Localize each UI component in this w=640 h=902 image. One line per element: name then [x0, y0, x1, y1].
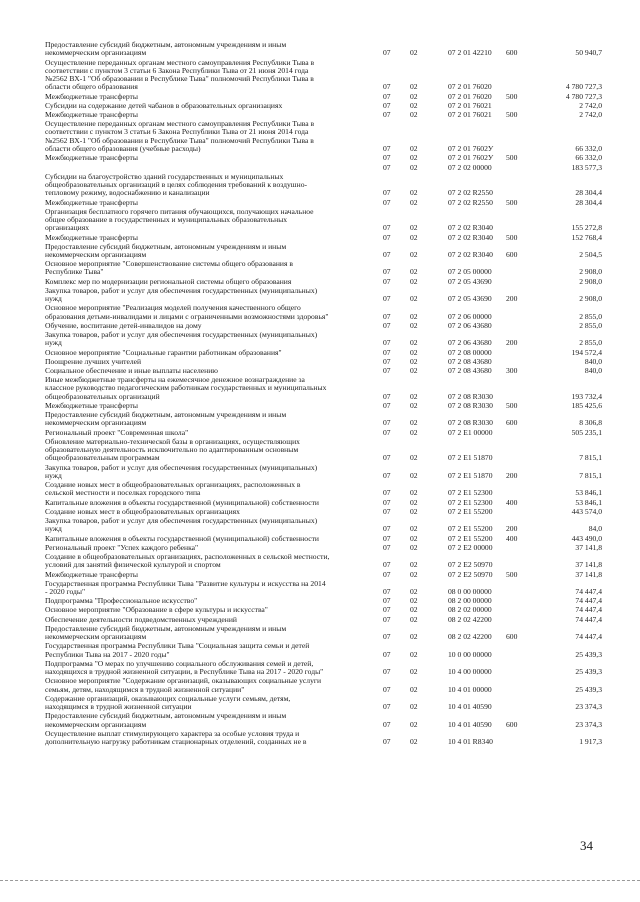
amount: 183 577,3	[571, 162, 602, 172]
section-code: 07	[383, 569, 391, 579]
target-article-code: 10 0 00 00000	[448, 649, 492, 659]
amount: 7 815,1	[579, 470, 602, 480]
section-code: 07	[383, 427, 391, 437]
expense-type-code: 500	[506, 197, 518, 207]
target-article-code: 07 2 E1 52300	[448, 488, 493, 498]
amount: 74 447,4	[575, 586, 602, 596]
subsection-code: 02	[410, 162, 418, 172]
subsection-code: 02	[410, 91, 418, 101]
section-code: 07	[383, 162, 391, 172]
subsection-code: 02	[410, 356, 418, 366]
row-name: Предоставление субсидий бюджетным, автономным учреждениям и иным некоммерческим организациям	[45, 623, 287, 642]
section-code: 07	[383, 702, 391, 712]
subsection-code: 02	[410, 488, 418, 498]
target-article-code: 07 2 E2 00000	[448, 542, 493, 552]
subsection-code: 02	[410, 311, 418, 321]
row-name: Субсидии на благоустройство зданий государственных и муниципальных общеобразовательных организаций в целях соблюдения требований к воздушно- тепловому режиму, водоснабжению и канализации	[45, 171, 308, 198]
amount: 2 742,0	[579, 110, 602, 119]
expense-type-code: 600	[506, 418, 518, 428]
section-code: 07	[383, 356, 391, 366]
target-article-code: 07 2 01 76021	[448, 100, 492, 110]
subsection-code: 02	[410, 232, 418, 242]
amount: 37 141,8	[575, 542, 602, 552]
subsection-code: 02	[410, 533, 418, 543]
row-name: Межбюджетные трансферты	[45, 153, 138, 163]
amount: 2 908,0	[579, 267, 602, 277]
section-code: 07	[383, 347, 391, 357]
section-code: 07	[383, 249, 391, 259]
section-code: 07	[383, 366, 391, 375]
section-code: 07	[383, 294, 391, 304]
subsection-code: 02	[410, 391, 418, 401]
section-code: 07	[383, 188, 391, 198]
subsection-code: 02	[410, 542, 418, 552]
amount: 4 780 727,3	[565, 91, 602, 101]
row-name: Межбюджетные трансферты	[45, 197, 138, 207]
section-code: 07	[383, 110, 391, 119]
section-code: 07	[383, 542, 391, 552]
subsection-code: 02	[410, 702, 418, 712]
amount: 152 768,4	[571, 232, 602, 242]
section-code: 07	[383, 232, 391, 242]
amount: 74 447,4	[575, 596, 602, 606]
target-article-code: 07 2 06 00000	[448, 311, 492, 321]
subsection-code: 02	[410, 649, 418, 659]
target-article-code: 07 2 01 42210	[448, 48, 492, 58]
target-article-code: 08 2 02 00000	[448, 605, 492, 615]
target-article-code: 10 4 01 R8340	[448, 737, 493, 747]
section-code: 07	[383, 338, 391, 348]
amount: 28 304,4	[575, 197, 602, 207]
target-article-code: 07 2 01 7602У	[448, 153, 494, 163]
target-article-code: 10 4 00 00000	[448, 667, 492, 677]
section-code: 07	[383, 91, 391, 101]
amount: 53 846,1	[575, 488, 602, 498]
row-name: Предоставление субсидий бюджетным, автономным учреждениям и иным некоммерческим организациям	[45, 711, 287, 729]
subsection-code: 02	[410, 427, 418, 437]
subsection-code: 02	[410, 144, 418, 154]
subsection-code: 02	[410, 347, 418, 357]
section-code: 07	[383, 684, 391, 694]
expense-type-code: 500	[506, 110, 518, 119]
amount: 185 425,6	[571, 401, 602, 410]
row-name: Основное мероприятие "Образование в сфере культуры и искусства"	[45, 605, 268, 615]
expense-type-code: 600	[506, 249, 518, 259]
amount: 37 141,8	[575, 560, 602, 570]
expense-type-code: 500	[506, 153, 518, 163]
subsection-code: 02	[410, 737, 418, 747]
subsection-code: 02	[410, 614, 418, 624]
row-name: Региональный проект "Успех каждого ребенка"	[45, 542, 199, 552]
row-name: Субсидии на содержание детей чабанов в образовательных организациях	[45, 100, 283, 110]
row-name: Межбюджетные трансферты	[45, 91, 138, 101]
subsection-code: 02	[410, 632, 418, 642]
section-code: 07	[383, 453, 391, 463]
amount: 66 332,0	[575, 153, 602, 163]
section-code: 07	[383, 320, 391, 330]
section-code: 07	[383, 605, 391, 615]
target-article-code: 07 2 E1 51870	[448, 453, 493, 463]
section-code: 07	[383, 391, 391, 401]
row-name: Предоставление субсидий бюджетным, автономным учреждениям и иным некоммерческим организациям	[45, 410, 287, 428]
amount: 505 235,1	[571, 427, 602, 437]
row-name: Предоставление субсидий бюджетным, автономным учреждениям и иным некоммерческим организациям	[45, 241, 287, 259]
subsection-code: 02	[410, 560, 418, 570]
expense-type-code: 200	[506, 524, 518, 534]
section-code: 07	[383, 223, 391, 233]
amount: 443 574,0	[571, 506, 602, 516]
amount: 840,0	[584, 366, 602, 375]
section-code: 07	[383, 267, 391, 277]
subsection-code: 02	[410, 506, 418, 516]
subsection-code: 02	[410, 667, 418, 677]
row-name: Предоставление субсидий бюджетным, автономным учреждениям и иным некоммерческим организациям	[45, 40, 287, 58]
section-code: 07	[383, 596, 391, 606]
row-name: Основное мероприятие "Реализация моделей получения качественного общего образования детьми-инвалидами и лицами с ограниченными возможностями здоровья"	[45, 303, 329, 321]
section-code: 07	[383, 649, 391, 659]
target-article-code: 07 2 01 7602У	[448, 144, 494, 154]
target-article-code: 07 2 06 43680	[448, 320, 492, 330]
target-article-code: 07 2 08 43680	[448, 356, 492, 366]
amount: 28 304,4	[575, 188, 602, 198]
amount: 2 855,0	[579, 338, 602, 348]
row-name: Иные межбюджетные трансферты на ежемесячное денежное вознаграждение за классное руководство педагогическим работникам государственных и муниципальных общеобразовательных организаций	[45, 375, 327, 401]
target-article-code: 08 2 02 42200	[448, 614, 492, 624]
expense-type-code: 200	[506, 294, 518, 304]
expense-type-code: 600	[506, 48, 518, 58]
row-name: Межбюджетные трансферты	[45, 401, 138, 410]
target-article-code: 10 4 01 00000	[448, 684, 492, 694]
amount: 23 374,3	[575, 719, 602, 729]
row-name: Осуществление переданных органам местного самоуправления Республики Тыва в соответствии с пунктом 3 статьи 6 Закона Республики Тыва от 21 июня 2014 года №2562 ВХ-1 "Об образовании в Республике Тыва" полномочий Республики Тыва в области общего образования (учебные расходы)	[45, 119, 315, 154]
target-article-code: 08 2 02 42200	[448, 632, 492, 642]
amount: 1 917,3	[579, 737, 602, 747]
subsection-code: 02	[410, 267, 418, 277]
target-article-code: 07 2 02 R3040	[448, 249, 493, 259]
target-article-code: 07 2 02 00000	[448, 162, 492, 172]
row-name: Обеспечение деятельности подведомственных учреждений	[45, 614, 237, 624]
section-code: 07	[383, 586, 391, 596]
subsection-code: 02	[410, 719, 418, 729]
expense-type-code: 500	[506, 401, 518, 410]
target-article-code: 10 4 01 40590	[448, 719, 492, 729]
subsection-code: 02	[410, 338, 418, 348]
target-article-code: 07 2 E2 50970	[448, 569, 493, 579]
section-code: 07	[383, 667, 391, 677]
target-article-code: 07 2 02 R2550	[448, 188, 493, 198]
section-code: 07	[383, 497, 391, 507]
row-name: Подпрограмма "Профессиональное искусство"	[45, 596, 198, 606]
amount: 2 855,0	[579, 311, 602, 321]
subsection-code: 02	[410, 497, 418, 507]
expense-type-code: 400	[506, 533, 518, 543]
subsection-code: 02	[410, 453, 418, 463]
row-name: Капитальные вложения в объекты государственной (муниципальной) собственности	[45, 533, 319, 543]
subsection-code: 02	[410, 110, 418, 119]
amount: 8 306,8	[579, 418, 602, 428]
target-article-code: 07 2 02 R3040	[448, 232, 493, 242]
section-code: 07	[383, 506, 391, 516]
row-name: Осуществление выплат стимулирующего характера за особые условия труда и дополнительную нагрузку работникам стационарных отделений, созданных не в	[45, 728, 307, 747]
amount: 23 374,3	[575, 702, 602, 712]
target-article-code: 07 2 01 76021	[448, 110, 492, 119]
row-name: Закупка товаров, работ и услуг для обеспечения государственных (муниципальных) нужд	[45, 516, 318, 534]
amount: 50 940,7	[575, 48, 602, 58]
row-name: Создание в общеобразовательных организациях, расположенных в сельской местности, условий для занятий физической культурой и спортом	[45, 552, 330, 570]
target-article-code: 07 2 02 R2550	[448, 197, 493, 207]
section-code: 07	[383, 197, 391, 207]
row-name: Закупка товаров, работ и услуг для обеспечения государственных (муниципальных) нужд	[45, 285, 318, 304]
target-article-code: 07 2 E1 52300	[448, 497, 493, 507]
row-name: Государственная программа Республики Тыва "Социальная защита семьи и детей Республики Тыва на 2017 - 2020 годы"	[45, 641, 310, 659]
section-code: 07	[383, 418, 391, 428]
section-code: 07	[383, 614, 391, 624]
target-article-code: 07 2 01 76020	[448, 91, 492, 101]
amount: 53 846,1	[575, 497, 602, 507]
subsection-code: 02	[410, 524, 418, 534]
subsection-code: 02	[410, 366, 418, 375]
amount: 2 742,0	[579, 100, 602, 110]
row-name: Осуществление переданных органам местного самоуправления Республики Тыва в соответствии с пунктом 3 статьи 6 Закона Республики Тыва от 21 июня 2014 года №2562 ВХ-1 "Об образовании в Республике Тыва" полномочий Республики Тыва в области общего образования	[45, 57, 315, 92]
target-article-code: 07 2 E1 00000	[448, 427, 493, 437]
section-code: 07	[383, 48, 391, 58]
section-code: 07	[383, 311, 391, 321]
subsection-code: 02	[410, 153, 418, 163]
target-article-code: 07 2 E1 55200	[448, 506, 493, 516]
amount: 155 272,8	[571, 223, 602, 233]
amount: 74 447,4	[575, 614, 602, 624]
subsection-code: 02	[410, 100, 418, 110]
amount: 25 439,3	[575, 649, 602, 659]
subsection-code: 02	[410, 249, 418, 259]
amount: 4 780 727,3	[565, 82, 602, 92]
subsection-code: 02	[410, 684, 418, 694]
amount: 2 908,0	[579, 294, 602, 304]
row-name: Обучение, воспитание детей-инвалидов на дому	[45, 320, 202, 330]
row-name: Содержание организаций, оказывающих социальные услуги семьям, детям, находящимся в трудной жизненной ситуации	[45, 693, 291, 712]
target-article-code: 07 2 08 R3030	[448, 391, 493, 401]
amount: 193 732,4	[571, 391, 602, 401]
target-article-code: 07 2 E1 55200	[448, 533, 493, 543]
subsection-code: 02	[410, 197, 418, 207]
row-name: Создание новых мест в общеобразовательных организациях, расположенных в сельской местности и поселках городского типа	[45, 480, 301, 498]
amount: 443 490,0	[571, 533, 602, 543]
subsection-code: 02	[410, 320, 418, 330]
amount: 840,0	[584, 356, 602, 366]
subsection-code: 02	[410, 586, 418, 596]
section-code: 07	[383, 401, 391, 410]
amount: 66 332,0	[575, 144, 602, 154]
subsection-code: 02	[410, 223, 418, 233]
target-article-code: 07 2 08 R3030	[448, 418, 493, 428]
row-name: Государственная программа Республики Тыва "Развитие культуры и искусства на 2014 - 2020 годы"	[45, 578, 326, 596]
section-code: 07	[383, 737, 391, 747]
section-code: 07	[383, 719, 391, 729]
subsection-code: 02	[410, 188, 418, 198]
subsection-code: 02	[410, 276, 418, 286]
row-name: Закупка товаров, работ и услуг для обеспечения государственных (муниципальных) нужд	[45, 462, 318, 480]
row-name: Закупка товаров, работ и услуг для обеспечения государственных (муниципальных) нужд	[45, 330, 318, 348]
amount: 2 908,0	[579, 276, 602, 286]
section-code: 07	[383, 488, 391, 498]
row-name: Основное мероприятие "Содержание организаций, оказывающих социальные услуги семьям, детям, находящимся в трудной жизненной ситуации"	[45, 676, 322, 694]
subsection-code: 02	[410, 605, 418, 615]
target-article-code: 07 2 05 43690	[448, 294, 492, 304]
row-name: Региональный проект "Современная школа"	[45, 427, 189, 437]
section-code: 07	[383, 632, 391, 642]
target-article-code: 07 2 05 43690	[448, 276, 492, 286]
row-name: Организация бесплатного горячего питания обучающихся, получающих начальное общее образование в государственных и муниципальных образовательных организациях	[45, 206, 314, 233]
row-name: Подпрограмма "О мерах по улучшению социального обслуживания семей и детей, находящихся в трудной жизненной ситуации, в Республике Тыва на 2017 - 2020 годы"	[45, 658, 324, 677]
amount: 37 141,8	[575, 569, 602, 579]
expense-type-code: 200	[506, 338, 518, 348]
section-code: 07	[383, 82, 391, 92]
amount: 194 572,4	[571, 347, 602, 357]
target-article-code: 07 2 08 00000	[448, 347, 492, 357]
row-name: Межбюджетные трансферты	[45, 110, 138, 119]
expense-type-code: 600	[506, 632, 518, 642]
expense-type-code: 300	[506, 366, 518, 375]
row-name: Обновление материально-технической базы в организациях, осуществляющих образовательную деятельность исключительно по адаптированным основным общеобразовательным программам	[45, 436, 300, 463]
section-code: 07	[383, 524, 391, 534]
page-number: 34	[580, 838, 593, 853]
section-code: 07	[383, 153, 391, 163]
row-name: Капитальные вложения в объекты государственной (муниципальной) собственности	[45, 497, 319, 507]
subsection-code: 02	[410, 418, 418, 428]
row-name: Основное мероприятие "Социальные гарантии работникам образования"	[45, 347, 282, 357]
amount: 74 447,4	[575, 632, 602, 642]
subsection-code: 02	[410, 569, 418, 579]
target-article-code: 07 2 08 R3030	[448, 401, 493, 410]
target-article-code: 07 2 E2 50970	[448, 560, 493, 570]
section-code: 07	[383, 470, 391, 480]
amount: 2 504,5	[579, 249, 602, 259]
expense-type-code: 500	[506, 569, 518, 579]
row-name: Основное мероприятие "Совершенствование системы общего образования в Республике Тыва"	[45, 259, 293, 277]
amount: 7 815,1	[579, 453, 602, 463]
row-name: Межбюджетные трансферты	[45, 569, 138, 579]
section-code: 07	[383, 144, 391, 154]
amount: 84,0	[588, 524, 602, 534]
row-name: Комплекс мер по модернизации региональной системы общего образования	[45, 276, 292, 286]
target-article-code: 07 2 06 43680	[448, 338, 492, 348]
target-article-code: 07 2 05 00000	[448, 267, 492, 277]
target-article-code: 08 0 00 00000	[448, 586, 492, 596]
amount: 25 439,3	[575, 667, 602, 677]
subsection-code: 02	[410, 48, 418, 58]
section-code: 07	[383, 560, 391, 570]
subsection-code: 02	[410, 294, 418, 304]
target-article-code: 07 2 02 R3040	[448, 223, 493, 233]
scan-edge-line	[0, 880, 640, 881]
target-article-code: 08 2 00 00000	[448, 596, 492, 606]
subsection-code: 02	[410, 401, 418, 410]
row-name: Межбюджетные трансферты	[45, 232, 138, 242]
subsection-code: 02	[410, 596, 418, 606]
row-name: Социальное обеспечение и иные выплаты населению	[45, 366, 218, 375]
section-code: 07	[383, 533, 391, 543]
expense-type-code: 500	[506, 232, 518, 242]
row-name: Создание новых мест в общеобразовательных организациях	[45, 506, 240, 516]
target-article-code: 07 2 E1 55200	[448, 524, 493, 534]
expense-type-code: 200	[506, 470, 518, 480]
target-article-code: 07 2 E1 51870	[448, 470, 493, 480]
amount: 25 439,3	[575, 684, 602, 694]
section-code: 07	[383, 100, 391, 110]
expense-type-code: 600	[506, 719, 518, 729]
subsection-code: 02	[410, 470, 418, 480]
row-name: Поощрение лучших учителей	[45, 356, 142, 366]
target-article-code: 07 2 08 43680	[448, 366, 492, 375]
expense-type-code: 400	[506, 497, 518, 507]
subsection-code: 02	[410, 82, 418, 92]
amount: 74 447,4	[575, 605, 602, 615]
target-article-code: 10 4 01 40590	[448, 702, 492, 712]
amount: 2 855,0	[579, 320, 602, 330]
expense-type-code: 500	[506, 91, 518, 101]
section-code: 07	[383, 276, 391, 286]
target-article-code: 07 2 01 76020	[448, 82, 492, 92]
